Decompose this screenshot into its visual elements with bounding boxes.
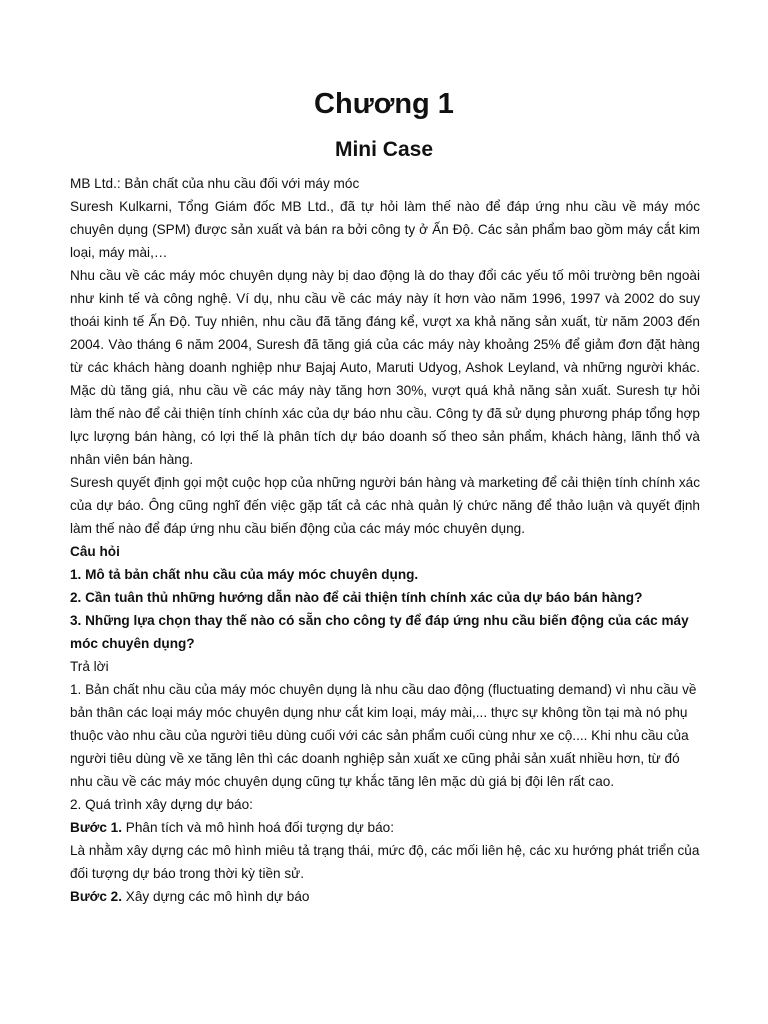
question-3: 3. Những lựa chọn thay thế nào có sẵn cho công ty để đáp ứng nhu cầu biến động của các máy móc chuyên dụng? xyxy=(70,613,689,651)
case-paragraph-2: Nhu cầu về các máy móc chuyên dụng này bị dao động là do thay đổi các yếu tố môi trường bên ngoài như kinh tế và công nghệ. Ví dụ, nhu cầu về các máy này ít hơn vào năm 1996, 1997 và 2002 do suy thoái kinh tế Ấn Độ. Tuy nhiên, nhu cầu đã tăng đáng kể, vượt xa khả năng sản xuất, từ năm 2003 đến 2004. Vào tháng 6 năm 2004, Suresh đã tăng giá của các máy này khoảng 25% để giảm đơn đặt hàng từ các khách hàng doanh nghiệp như Bajaj Auto, Maruti Udyog, Ashok Leyland, và những người khác. Mặc dù tăng giá, nhu cầu về các máy này tăng hơn 30%, vượt quá khả năng sản xuất. Suresh tự hỏi làm thế nào để cải thiện tính chính xác của dự báo nhu cầu. Công ty đã sử dụng phương pháp tổng hợp lực lượng bán hàng, có lợi thế là phân tích dự báo doanh số theo sản phẩm, khách hàng, lãnh thổ và nhân viên bán hàng. xyxy=(70,268,700,467)
step-2-title: Xây dựng các mô hình dự báo xyxy=(122,889,310,904)
case-title: MB Ltd.: Bản chất của nhu cầu đối với máy móc xyxy=(70,176,360,191)
step-1-text: Là nhằm xây dựng các mô hình miêu tả trạng thái, mức độ, các mối liên hệ, các xu hướng phát triển của đối tượng dự báo trong thời kỳ tiền sử. xyxy=(70,843,700,881)
step-1-heading xyxy=(70,816,700,839)
section-subtitle: Mini Case xyxy=(334,138,434,161)
step-2-heading xyxy=(70,885,700,908)
question-1: 1. Mô tả bản chất nhu cầu của máy móc chuyên dụng. xyxy=(70,567,419,582)
case-paragraph-1: Suresh Kulkarni, Tổng Giám đốc MB Ltd., đã tự hỏi làm thế nào để đáp ứng nhu cầu về máy móc chuyên dụng (SPM) được sản xuất và bán ra bởi công ty ở Ấn Độ. Các sản phẩm bao gồm máy cắt kim loại, máy mài,… xyxy=(70,199,700,260)
answer-2-intro: 2. Quá trình xây dựng dự báo: xyxy=(70,797,253,812)
step-1-label: Bước 1. xyxy=(70,820,122,835)
step-2-label: Bước 2. xyxy=(70,889,122,904)
answer-1: 1. Bản chất nhu cầu của máy móc chuyên dụng là nhu cầu dao động (fluctuating demand) vì nhu cầu về bản thân các loại máy móc chuyên dụng như cắt kim loại, máy mài,... thực sự không tồn tại mà nó phụ thuộc vào nhu cầu của người tiêu dùng cuối với các sản phẩm cuối cùng như xe cộ.... Khi nhu cầu của người tiêu dùng về xe tăng lên thì các doanh nghiệp sản xuất xe cũng phải sản xuất nhiều hơn, từ đó nhu cầu về các máy móc chuyên dụng cũng tự khắc tăng lên mặc dù giá bị đội lên rất cao. xyxy=(70,682,697,789)
step-1-title: Phân tích và mô hình hoá đối tượng dự báo: xyxy=(122,820,394,835)
document-body xyxy=(70,172,700,908)
case-paragraph-3: Suresh quyết định gọi một cuộc họp của những người bán hàng và marketing để cải thiện tính chính xác của dự báo. Ông cũng nghĩ đến việc gặp tất cả các nhà quản lý chức năng để thảo luận và quyết định làm thế nào để đáp ứng nhu cầu biến động của các máy móc chuyên dụng. xyxy=(70,475,700,536)
questions-heading: Câu hỏi xyxy=(70,544,120,559)
question-2: 2. Cần tuân thủ những hướng dẫn nào để cải thiện tính chính xác của dự báo bán hàng? xyxy=(70,590,643,605)
answer-heading: Trả lời xyxy=(70,659,109,674)
chapter-title: Chương 1 xyxy=(314,88,454,120)
